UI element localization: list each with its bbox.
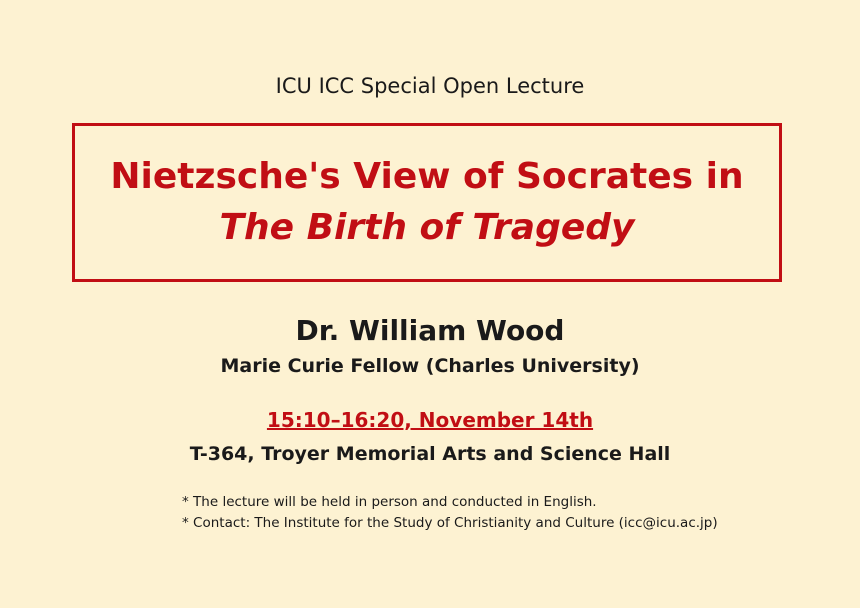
lecture-venue: T-364, Troyer Memorial Arts and Science Hall — [189, 443, 671, 465]
note-language: * The lecture will be held in person and conducted in English. — [182, 494, 597, 510]
lecture-title-line2: The Birth of Tragedy — [219, 206, 635, 248]
lecture-series-label: ICU ICC Special Open Lecture — [275, 74, 585, 98]
speaker-name: Dr. William Wood — [295, 314, 565, 347]
lecture-datetime: 15:10–16:20, November 14th — [266, 408, 594, 432]
notes — [182, 492, 822, 534]
lecture-title-line1: Nietzsche's View of Socrates in — [110, 156, 744, 198]
title-box — [72, 123, 782, 282]
speaker-affiliation: Marie Curie Fellow (Charles University) — [220, 355, 640, 377]
note-contact: * Contact: The Institute for the Study of Christianity and Culture (icc@icu.ac.jp) — [182, 515, 718, 531]
